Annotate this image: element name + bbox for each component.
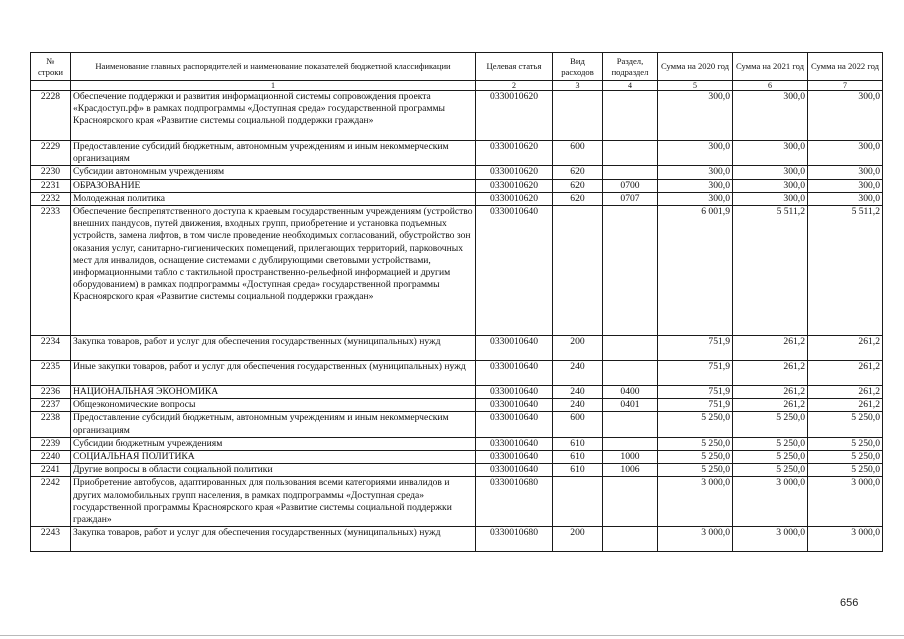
row-sum-2021: 261,2	[733, 361, 808, 386]
row-sum-2020: 6 001,9	[658, 206, 733, 336]
table-row	[31, 477, 883, 527]
row-sum-2022: 300,0	[808, 179, 883, 192]
row-target-article: 0330010620	[476, 141, 553, 166]
row-sum-2022: 3 000,0	[808, 477, 883, 527]
row-section	[603, 336, 658, 361]
table-row	[31, 361, 883, 386]
row-sum-2021: 5 250,0	[733, 412, 808, 437]
row-sum-2022: 300,0	[808, 91, 883, 141]
row-expense-kind	[553, 206, 603, 336]
row-section: 0400	[603, 386, 658, 399]
row-target-article: 0330010640	[476, 336, 553, 361]
row-target-article: 0330010640	[476, 361, 553, 386]
row-expense-kind: 200	[553, 527, 603, 552]
row-name: Общеэкономические вопросы	[71, 399, 476, 412]
row-number: 2243	[31, 527, 71, 552]
table-row	[31, 91, 883, 141]
row-sum-2020: 300,0	[658, 179, 733, 192]
row-section: 0707	[603, 192, 658, 205]
row-target-article: 0330010640	[476, 399, 553, 412]
row-name: Обеспечение поддержки и развития информационной системы сопровождения проекта «Красдоступ.рф» в рамках подпрограммы «Доступная среда» государственной программы Красноярского края «Развитие системы социальной поддержки граждан»	[71, 91, 476, 141]
row-expense-kind: 620	[553, 166, 603, 179]
row-expense-kind	[553, 477, 603, 527]
row-section: 0700	[603, 179, 658, 192]
row-number: 2236	[31, 386, 71, 399]
row-section: 1000	[603, 451, 658, 464]
column-number: 2	[476, 81, 553, 91]
row-name: ОБРАЗОВАНИЕ	[71, 179, 476, 192]
header-sum-2022: Сумма на 2022 год	[808, 53, 883, 81]
row-number: 2241	[31, 464, 71, 477]
row-sum-2021: 261,2	[733, 399, 808, 412]
row-section	[603, 361, 658, 386]
row-name: Субсидии бюджетным учреждениям	[71, 437, 476, 450]
row-name: НАЦИОНАЛЬНАЯ ЭКОНОМИКА	[71, 386, 476, 399]
row-number: 2242	[31, 477, 71, 527]
row-sum-2022: 300,0	[808, 141, 883, 166]
row-target-article: 0330010680	[476, 527, 553, 552]
row-expense-kind: 240	[553, 386, 603, 399]
row-name: Молодежная политика	[71, 192, 476, 205]
table-row	[31, 464, 883, 477]
row-sum-2021: 300,0	[733, 91, 808, 141]
column-number: 1	[71, 81, 476, 91]
row-sum-2021: 261,2	[733, 336, 808, 361]
row-sum-2021: 261,2	[733, 386, 808, 399]
row-expense-kind: 610	[553, 451, 603, 464]
row-sum-2021: 5 250,0	[733, 451, 808, 464]
header-name: Наименование главных распорядителей и наименование показателей бюджетной классификации	[71, 53, 476, 81]
row-expense-kind: 240	[553, 361, 603, 386]
row-target-article: 0330010620	[476, 179, 553, 192]
row-target-article: 0330010620	[476, 91, 553, 141]
row-name: Предоставление субсидий бюджетным, автономным учреждениям и иным некоммерческим организациям	[71, 412, 476, 437]
scan-edge-line	[0, 635, 904, 636]
header-section: Раздел, подраздел	[603, 53, 658, 81]
row-sum-2022: 261,2	[808, 386, 883, 399]
row-target-article: 0330010640	[476, 412, 553, 437]
table-row	[31, 336, 883, 361]
table-row	[31, 141, 883, 166]
row-sum-2022: 261,2	[808, 399, 883, 412]
table-row	[31, 386, 883, 399]
row-sum-2020: 751,9	[658, 386, 733, 399]
row-sum-2021: 5 250,0	[733, 464, 808, 477]
row-number: 2237	[31, 399, 71, 412]
row-number: 2229	[31, 141, 71, 166]
column-number: 4	[603, 81, 658, 91]
table-row	[31, 451, 883, 464]
row-sum-2022: 5 250,0	[808, 464, 883, 477]
row-sum-2021: 300,0	[733, 179, 808, 192]
page-number: 656	[840, 597, 859, 609]
row-number: 2228	[31, 91, 71, 141]
row-name: Предоставление субсидий бюджетным, автономным учреждениям и иным некоммерческим организациям	[71, 141, 476, 166]
row-section	[603, 91, 658, 141]
row-expense-kind: 600	[553, 141, 603, 166]
row-section	[603, 141, 658, 166]
row-sum-2020: 5 250,0	[658, 451, 733, 464]
row-sum-2020: 751,9	[658, 361, 733, 386]
row-sum-2021: 5 250,0	[733, 437, 808, 450]
row-number: 2235	[31, 361, 71, 386]
table-row	[31, 399, 883, 412]
row-sum-2022: 5 511,2	[808, 206, 883, 336]
row-section	[603, 206, 658, 336]
header-sum-2021: Сумма на 2021 год	[733, 53, 808, 81]
row-sum-2020: 300,0	[658, 166, 733, 179]
row-name: Иные закупки товаров, работ и услуг для обеспечения государственных (муниципальных) нужд	[71, 361, 476, 386]
row-target-article: 0330010620	[476, 166, 553, 179]
table-row	[31, 206, 883, 336]
row-target-article: 0330010640	[476, 437, 553, 450]
row-sum-2022: 3 000,0	[808, 527, 883, 552]
row-sum-2020: 751,9	[658, 399, 733, 412]
row-sum-2020: 5 250,0	[658, 464, 733, 477]
row-sum-2022: 5 250,0	[808, 451, 883, 464]
row-sum-2020: 300,0	[658, 192, 733, 205]
row-expense-kind: 200	[553, 336, 603, 361]
row-name: Закупка товаров, работ и услуг для обеспечения государственных (муниципальных) нужд	[71, 527, 476, 552]
row-sum-2020: 5 250,0	[658, 412, 733, 437]
row-name: Другие вопросы в области социальной политики	[71, 464, 476, 477]
row-target-article: 0330010640	[476, 386, 553, 399]
row-section	[603, 527, 658, 552]
row-target-article: 0330010640	[476, 451, 553, 464]
table-row	[31, 412, 883, 437]
row-section: 0401	[603, 399, 658, 412]
row-sum-2022: 261,2	[808, 336, 883, 361]
row-expense-kind: 620	[553, 179, 603, 192]
row-name: Закупка товаров, работ и услуг для обеспечения государственных (муниципальных) нужд	[71, 336, 476, 361]
header-target: Целевая статья	[476, 53, 553, 81]
row-sum-2021: 5 511,2	[733, 206, 808, 336]
row-name: Приобретение автобусов, адаптированных для пользования всеми категориями инвалидов и других маломобильных групп населения, в рамках подпрограммы «Доступная среда» государственной программы Красноярского края «Развитие системы социальной поддержки граждан»	[71, 477, 476, 527]
table-row	[31, 192, 883, 205]
row-sum-2022: 261,2	[808, 361, 883, 386]
row-number: 2230	[31, 166, 71, 179]
row-sum-2020: 751,9	[658, 336, 733, 361]
row-section	[603, 437, 658, 450]
row-sum-2021: 300,0	[733, 166, 808, 179]
table-row	[31, 179, 883, 192]
row-number: 2240	[31, 451, 71, 464]
column-number: 3	[553, 81, 603, 91]
table-row	[31, 527, 883, 552]
column-number: 6	[733, 81, 808, 91]
row-expense-kind: 610	[553, 464, 603, 477]
row-target-article: 0330010680	[476, 477, 553, 527]
budget-table	[30, 52, 883, 552]
row-target-article: 0330010620	[476, 192, 553, 205]
row-expense-kind: 620	[553, 192, 603, 205]
row-target-article: 0330010640	[476, 464, 553, 477]
row-sum-2020: 5 250,0	[658, 437, 733, 450]
header-sum-2020: Сумма на 2020 год	[658, 53, 733, 81]
row-expense-kind: 240	[553, 399, 603, 412]
row-name: Обеспечение беспрепятственного доступа к краевым государственным учреждениям (устройство внешних пандусов, путей движения, входных групп, приобретение и установка подъемных устройств, замена лифтов, в том числе проведение необходимых согласований, обустройство зон оказания услуг, санитарно-гигиенических помещений, прилегающих территорий, парковочных мест для инвалидов, оснащение системами с дублирующими световыми устройствами, информационными табло с тактильной пространственно-рельефной информацией и другим оборудованием) в рамках подпрограммы «Доступная среда» государственной программы Красноярского края «Развитие системы социальной поддержки граждан»	[71, 206, 476, 336]
row-section	[603, 477, 658, 527]
row-sum-2021: 300,0	[733, 141, 808, 166]
row-section	[603, 166, 658, 179]
row-sum-2021: 3 000,0	[733, 477, 808, 527]
row-expense-kind: 610	[553, 437, 603, 450]
row-sum-2022: 300,0	[808, 166, 883, 179]
row-sum-2021: 3 000,0	[733, 527, 808, 552]
row-sum-2020: 300,0	[658, 91, 733, 141]
row-number: 2239	[31, 437, 71, 450]
row-sum-2021: 300,0	[733, 192, 808, 205]
table-row	[31, 166, 883, 179]
row-number: 2233	[31, 206, 71, 336]
row-name: СОЦИАЛЬНАЯ ПОЛИТИКА	[71, 451, 476, 464]
header-row-no: № строки	[31, 53, 71, 81]
column-number: 7	[808, 81, 883, 91]
row-sum-2022: 300,0	[808, 192, 883, 205]
row-section	[603, 412, 658, 437]
row-number: 2234	[31, 336, 71, 361]
column-number-blank	[31, 81, 71, 91]
row-expense-kind	[553, 91, 603, 141]
row-number: 2238	[31, 412, 71, 437]
header-kind: Вид расходов	[553, 53, 603, 81]
table-row	[31, 437, 883, 450]
row-number: 2232	[31, 192, 71, 205]
row-sum-2020: 3 000,0	[658, 477, 733, 527]
row-number: 2231	[31, 179, 71, 192]
row-sum-2020: 3 000,0	[658, 527, 733, 552]
row-name: Субсидии автономным учреждениям	[71, 166, 476, 179]
row-target-article: 0330010640	[476, 206, 553, 336]
column-number: 5	[658, 81, 733, 91]
row-expense-kind: 600	[553, 412, 603, 437]
row-section: 1006	[603, 464, 658, 477]
row-sum-2020: 300,0	[658, 141, 733, 166]
row-sum-2022: 5 250,0	[808, 412, 883, 437]
row-sum-2022: 5 250,0	[808, 437, 883, 450]
